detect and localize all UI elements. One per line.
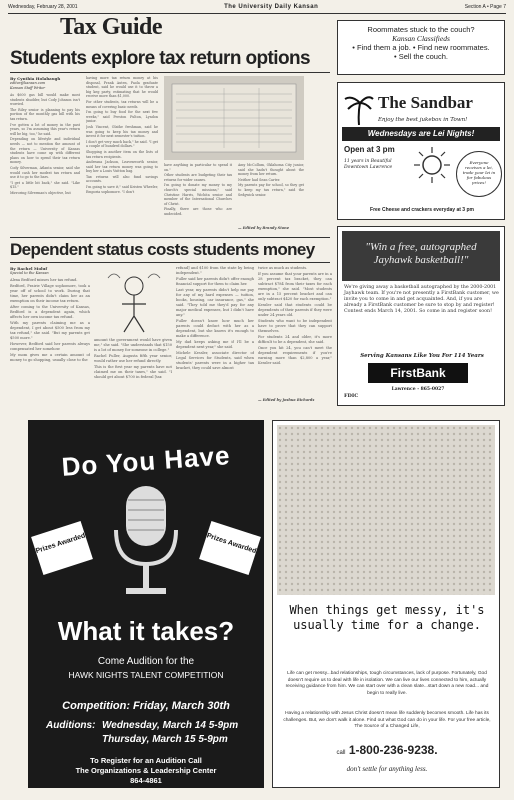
- story1-col1: By Cynthia Holabaugh editor@kansan.com Kansan Staff Writer As $600 gas bill would make most students shudder, but Cody Johnson isn't worried. The Riley senior is planning to pay his portion of the monthly gas bill with his tax return. I've gotten a lot of money in the past years, so I'm assuming this year's return will be big, too," he said. Depending on lifestyle and individual needs — not to mention the amount of the return — University of Kansas students have come up with different plans on how to spend their tax return money. Cody Silverman, Atlanta senior, said she would cash her modest tax return and use it to go to the bars. "I get a little bit back," she said. "Like $15." Mirroring Silverman's objective, but: [10, 76, 80, 195]
- story2-col1: By Rachel Moluf Special to the Kansan Alexa Bedford misses her tax refund. Bedford, Prairie Village sophomore, took a year off of school to work. During that time, her parents didn't claim her as an exemption on their income tax return. After coming to the University of Kansas, Bedford is a dependent again, which affects her own income tax refund. With my parents claiming me as a dependent, I get about $500 less from my tax refund," she said. "But my parents get $500 more." However, Bedford said her parents always compensated her somehow. My mom gives me a certain amount of money to go shopping, usually close to the: [10, 266, 90, 362]
- divider: [10, 237, 330, 238]
- firstbank-body: We're giving away a basketball autographed by the 2000-2001 Jayhawk team. If you're not presently a FirstBank customer, we invite you to come in and get acquainted. And, if you are already a FirstBank customer be sure to stop by and register! Contest ends March 14, 2001. So come in and register soon!: [344, 285, 499, 314]
- firstbank-slogan: Serving Kansans Like You For 114 Years: [360, 353, 484, 359]
- story1-headline: Students explore tax return options: [10, 48, 310, 69]
- sandbar-footer: Free Cheese and crackers everyday at 3 pm: [370, 207, 474, 213]
- firstbank-quote: "Win a free, autographed Jayhawk basketball!": [342, 231, 500, 281]
- talent-competition-date: Competition: Friday, March 30th: [62, 700, 230, 712]
- prizes-badge-left: Prizes Awarded: [31, 521, 93, 575]
- page-folio: [8, 4, 506, 14]
- sandbar-hours: Open at 3 pm: [344, 145, 395, 154]
- classifieds-ad[interactable]: [337, 20, 505, 75]
- divider: [10, 72, 330, 73]
- classifieds-line4: • Sell the couch.: [394, 52, 448, 61]
- palm-tree-icon: [344, 91, 374, 125]
- talent-headline-1: Do You Have: [60, 440, 232, 482]
- tax-form-illustration: [164, 76, 304, 160]
- firstbank-logo: FirstBank: [368, 363, 468, 383]
- changed-life-ad[interactable]: [272, 420, 500, 788]
- mess-tagline: don't settle for anything less.: [346, 765, 428, 773]
- divider: [10, 262, 330, 263]
- dependent-figure-illustration: [94, 268, 174, 336]
- talent-competition-ad[interactable]: [28, 420, 264, 788]
- fdic-label: FDIC: [344, 393, 359, 399]
- classifieds-line2: Kansan Classifieds: [392, 34, 450, 43]
- story2-illustration: [94, 268, 174, 336]
- folio-date: Wednesday, February 28, 2001: [8, 4, 78, 10]
- messy-photo: [277, 425, 495, 595]
- sandbar-tagline: Enjoy the best jukebox in Town!: [378, 117, 468, 123]
- sandbar-ad[interactable]: [337, 82, 505, 220]
- story2-col3: refund] and $100 from the state by being independent." Fuller said her parents didn't offer enough financial support for them to claim her. Last year, my parents didn't help me pay for any of my hard expenses — tuition, books, housing, car insurance, gas," she said. "They told me they'd pay for any major medical expenses, but I didn't have any." Fuller doesn't know how much her parents could deduct with her as a dependent, but she knows it's enough to make a difference. My dad keeps asking me if I'll be a dependent next year," she said. Michele Kessler, associate director of Legal Services for Students, said when students' parents were in a higher tax bracket, they could save almost: [176, 266, 254, 370]
- sandbar-lei-badge: Everyone receives a lei, trade your lei in for fabulous prizes!: [456, 151, 502, 197]
- sandbar-name: The Sandbar: [378, 93, 473, 112]
- mess-headline: When things get messy, it's usually time for a change.: [289, 603, 485, 632]
- talent-sub-2: HAWK NIGHTS TALENT COMPETITION: [68, 670, 224, 680]
- firstbank-ad[interactable]: [337, 226, 505, 406]
- mess-phone[interactable]: 1-800-236-9238.: [348, 743, 438, 757]
- story1-illustration: [164, 76, 304, 160]
- sun-icon: [412, 145, 452, 185]
- story2-credit: — Edited by Joshua Richards: [258, 398, 315, 402]
- story2-byline: By Rachel Moluf Special to the Kansan: [10, 266, 49, 275]
- mess-paragraph-1: Life can get messy...bad relationships, tough circumstances, lack of purpose. Fortunately, God doesn't require us to deal with life in isolation. We can live our lives connected to him, actually receiving guidance from him. We can start over with a clean slate...start down a new road... and begin to really live.: [285, 671, 489, 696]
- talent-sub-1: Come Audition for the: [97, 656, 195, 667]
- firstbank-location: Lawrence - 865-0027: [391, 387, 445, 392]
- story1-credit: — Edited by Brandy Stone: [238, 226, 289, 230]
- messy-photo-image: [277, 425, 495, 595]
- story1-col3: have anything in particular to spend it on." Other students are budgeting their tax returns for wider causes. I'm going to donate my money to my church's special missions," said Christine Harris, Wichita senior and member of the International Churches of Christ. Finally, there are those who are undecided.: [164, 163, 232, 216]
- sandbar-years: 11 years in Beautiful Downtown Lawrence: [344, 159, 393, 170]
- classifieds-line3: • Find them a job. • Find new roommates.: [352, 43, 490, 52]
- sandbar-promo-banner: Wednesdays are Lei Nights!: [342, 127, 500, 141]
- section-title: Tax Guide: [60, 14, 162, 40]
- story2-col2: amount the government would have given me," she said. "She understands that $150 is a lot of money for someone in college." Rachel Fuller, Augusta fifth year senior, would rather use her refund directly. This is the first year my parents have not claimed me on their taxes," she said. "I should get about $700 in federal [tax: [94, 338, 172, 379]
- talent-headline-2: What it takes?: [57, 616, 235, 646]
- story2-col4: twice as much as students. If you assume that your parents are in a 28 percent tax bracket, they can subtract $784 from their taxes for each exemption," she said. "Most students are in a 15 percent bracket and can only subtract $420 for each exemption." Kessler said that students could be dependents of their parents if they were under 24 years old. Students who want to be independent have to prove that they can support themselves. For students 24 and older, it's more difficult to be a dependent, she said. Once you hit 24, you can't meet the dependent requirements if you're earning more than $2,800 a year," Kessler said.: [258, 266, 332, 365]
- talent-audition-2: Thursday, March 15 5-9pm: [102, 734, 228, 745]
- folio-page: Section A • Page 7: [464, 4, 506, 10]
- mess-phone-line: [273, 743, 501, 757]
- mess-paragraph-2: Having a relationship with Jesus Christ doesn't mean life suddenly becomes smooth. Life has its challenges. But, we don't walk it alone. Find out what God can do in your life. For your free article, The Source of a Changed Life,: [283, 711, 491, 730]
- talent-audition-1: Wednesday, March 14 5-9pm: [102, 720, 239, 731]
- story1-col2: having more tax return money at his disposal, Frank Auten, Paola graduate student, said he would use it to throw a big keg party, estimating that he would receive more than $1,000. For other students, tax returns will be a means of covering basic needs. I'm going to buy food for the next few weeks," said Preston Fulton, Lyndon junior. Josh Vincent, Olathe freshman, said he was going to keep his tax money and invest it for next semester's tuition. I don't get very much back," he said. "I get a couple of hundred dollars." Shopping is another item on the lists of tax return recipients. Andreana Jackson, Leavenworth senior, said her tax return money was going to buy her a Louis Vuitton bag. Tax returns will also fund savings accounts. I'm going to save it," said Kristen Wheeler, Emporia sophomore. "I don't: [86, 76, 158, 194]
- talent-register-phone: 864-4861: [130, 776, 162, 785]
- prizes-badge-right: Prizes Awarded: [199, 521, 261, 575]
- talent-register-2: The Organizations & Leadership Center: [75, 766, 217, 775]
- story1-byline: By Cynthia Holabaugh editor@kansan.com Kansan Staff Writer: [10, 76, 61, 90]
- classifieds-line1: Roommates stuck to the couch?: [367, 25, 475, 34]
- talent-auditions-label: Auditions:: [46, 720, 96, 731]
- talent-register-1: To Register for an Audition Call: [90, 756, 202, 765]
- microphone-icon: [88, 480, 204, 600]
- story1-col4: Amy McCollum, Oklahoma City junior, said she hadn't thought about the money from her return. Neither had Sean Carter. My parents pay for school, so they get to keep my tax return," said the Sedgwick senior.: [238, 163, 304, 197]
- story2-headline: Dependent status costs students money: [10, 240, 315, 259]
- mess-call-label: call: [336, 750, 346, 756]
- folio-paper: The University Daily Kansan: [224, 4, 319, 10]
